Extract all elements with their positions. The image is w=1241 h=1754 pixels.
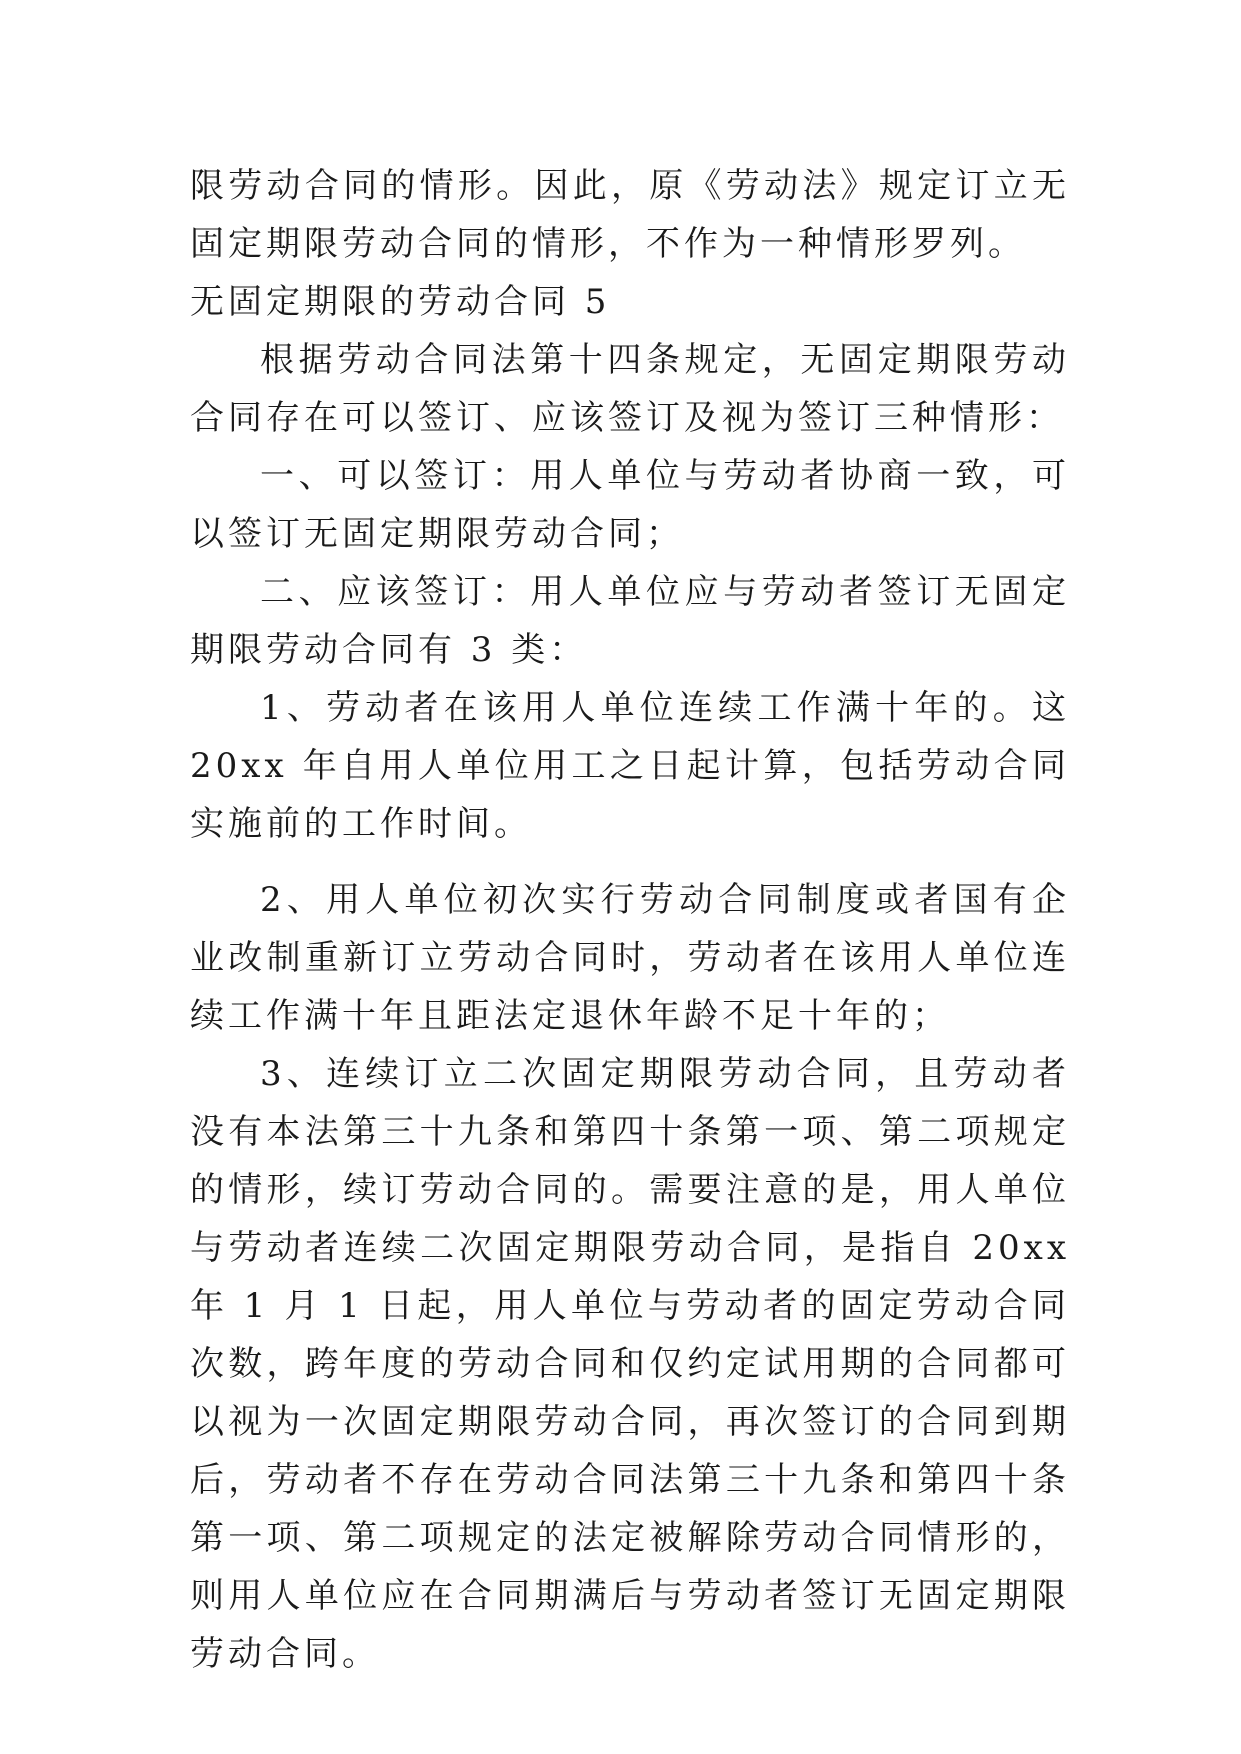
paragraph-item-may-sign: 一、可以签订：用人单位与劳动者协商一致，可以签订无固定期限劳动合同； [190,456,1070,554]
document-body [190,157,1070,1683]
paragraph-subitem-3: 3、连续订立二次固定期限劳动合同，且劳动者没有本法第三十九条和第四十条第一项、第二项规定的情形，续订劳动合同的。需要注意的是，用人单位与劳动者连续二次固定期限劳动合同，是指自 20xx 年 1 月 1 日起，用人单位与劳动者的固定劳动合同次数，跨年度的劳动合同和仅约定试用期的合同都可以视为一次固定期限劳动合同，再次签订的合同到期后，劳动者不存在劳动合同法第三十九条和第四十条第一项、第二项规定的法定被解除劳动合同情形的，则用人单位应在合同期满后与劳动者签订无固定期限劳动合同。 [190,1054,1070,1674]
paragraph-subitem-2: 2、用人单位初次实行劳动合同制度或者国有企业改制重新订立劳动合同时，劳动者在该用人单位连续工作满十年且距法定退休年龄不足十年的； [190,880,1070,1036]
paragraph-subitem-1: 1、劳动者在该用人单位连续工作满十年的。这 20xx 年自用人单位用工之日起计算，包括劳动合同实施前的工作时间。 [190,688,1070,844]
paragraph-intro: 根据劳动合同法第十四条规定，无固定期限劳动合同存在可以签订、应该签订及视为签订三种情形： [190,340,1070,438]
paragraph-continuation: 限劳动合同的情形。因此，原《劳动法》规定订立无固定期限劳动合同的情形，不作为一种情形罗列。 [190,166,1070,264]
section-heading: 无固定期限的劳动合同 5 [190,282,611,322]
paragraph-item-should-sign: 二、应该签订：用人单位应与劳动者签订无固定期限劳动合同有 3 类： [190,572,1070,670]
